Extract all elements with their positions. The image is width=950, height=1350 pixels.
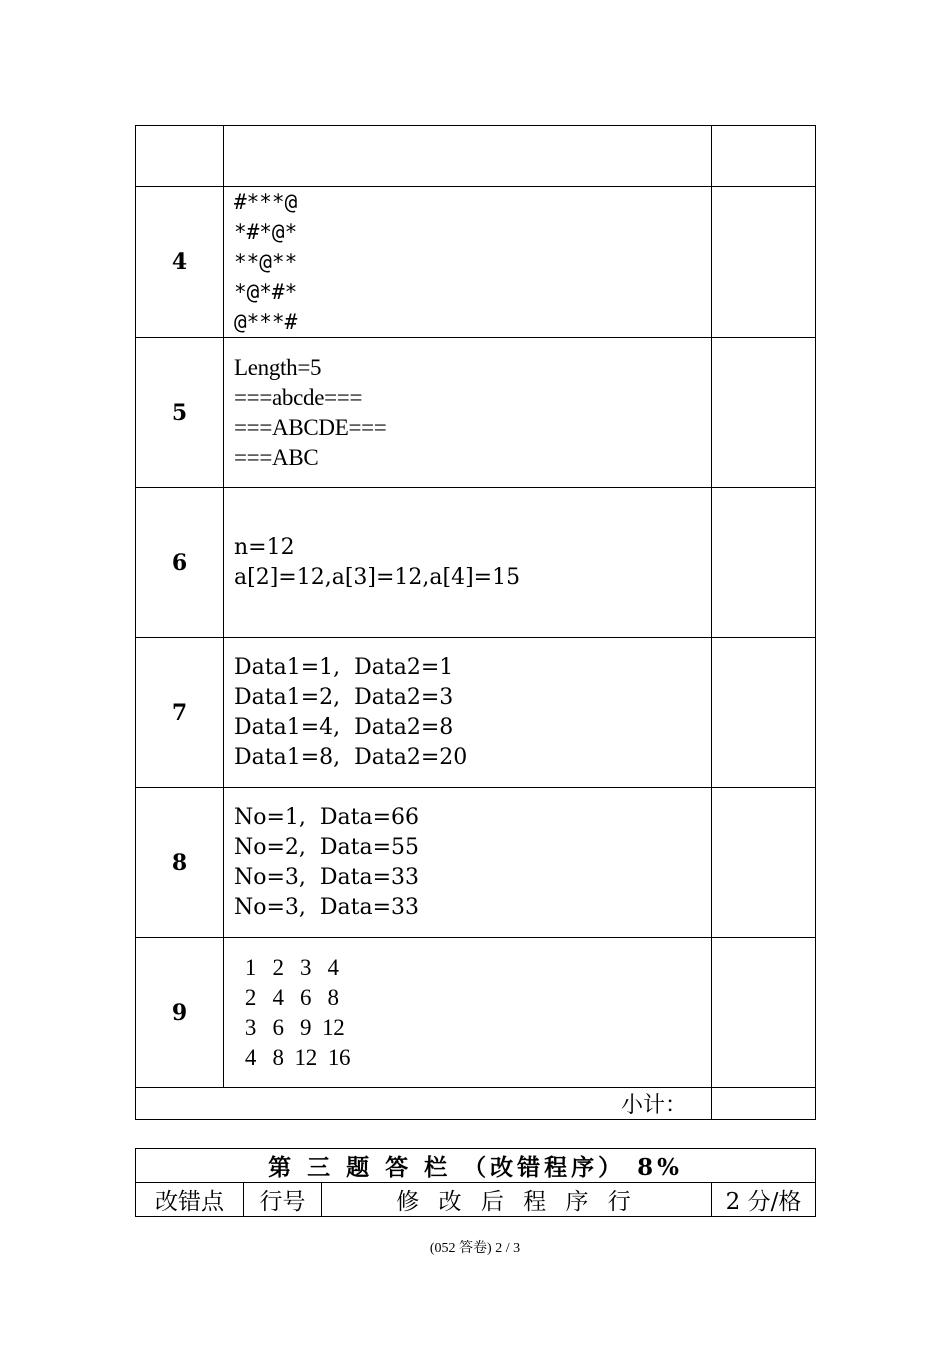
answer-output: 1 2 3 4 2 4 6 8 3 6 9 12 4 8 12 16 — [244, 954, 351, 1070]
score-cell — [712, 488, 816, 638]
score-cell — [712, 187, 816, 338]
answer-output: Data1=1, Data2=1 Data1=2, Data2=3 Data1=4, Data2=8 Data1=8, Data2=20 — [234, 654, 468, 770]
score-cell — [712, 126, 816, 187]
question-number: 9 — [136, 938, 224, 1088]
answer-output-cell — [224, 338, 712, 488]
section3-title: 第 三 题 答 栏 （改错程序） 8% — [136, 1149, 816, 1183]
header-line-number: 行号 — [244, 1183, 322, 1217]
answer-output-cell — [224, 938, 712, 1088]
answer-output: n=12 a[2]=12,a[3]=12,a[4]=15 — [234, 534, 521, 590]
answer-row — [136, 938, 816, 1088]
answer-table — [135, 125, 816, 1120]
section3-title-row — [136, 1149, 816, 1183]
answer-output-cell — [224, 488, 712, 638]
score-cell — [712, 938, 816, 1088]
answer-row — [136, 638, 816, 788]
score-cell — [712, 338, 816, 488]
question-number: 6 — [136, 488, 224, 638]
answer-output-cell — [224, 788, 712, 938]
answer-row — [136, 126, 816, 187]
answer-row — [136, 338, 816, 488]
answer-row — [136, 488, 816, 638]
answer-output-cell — [224, 126, 712, 187]
question-number: 5 — [136, 338, 224, 488]
subtotal-label: 小计： — [136, 1088, 712, 1120]
question-number: 7 — [136, 638, 224, 788]
header-error-point: 改错点 — [136, 1183, 244, 1217]
score-cell — [712, 638, 816, 788]
answer-output-cell — [224, 187, 712, 338]
answer-output: #***@ *#*@* **@** *@*#* @***# — [234, 190, 298, 334]
page-footer: (052 答卷) 2 / 3 — [429, 1241, 521, 1256]
question-number: 8 — [136, 788, 224, 938]
header-points: 2 分/格 — [712, 1183, 816, 1217]
answer-output: Length=5 ===abcde=== ===ABCDE=== ===ABC — [234, 354, 387, 470]
section3-table — [135, 1148, 816, 1217]
subtotal-row — [136, 1088, 816, 1120]
question-number: 4 — [136, 187, 224, 338]
answer-row — [136, 788, 816, 938]
answer-output: No=1, Data=66 No=2, Data=55 No=3, Data=33 No=3, Data=33 — [234, 804, 420, 920]
question-number — [136, 126, 224, 187]
section3-header-row — [136, 1183, 816, 1217]
answer-output-cell — [224, 638, 712, 788]
header-corrected-line: 修 改 后 程 序 行 — [322, 1183, 712, 1217]
subtotal-score-cell — [712, 1088, 816, 1120]
score-cell — [712, 788, 816, 938]
answer-row — [136, 187, 816, 338]
